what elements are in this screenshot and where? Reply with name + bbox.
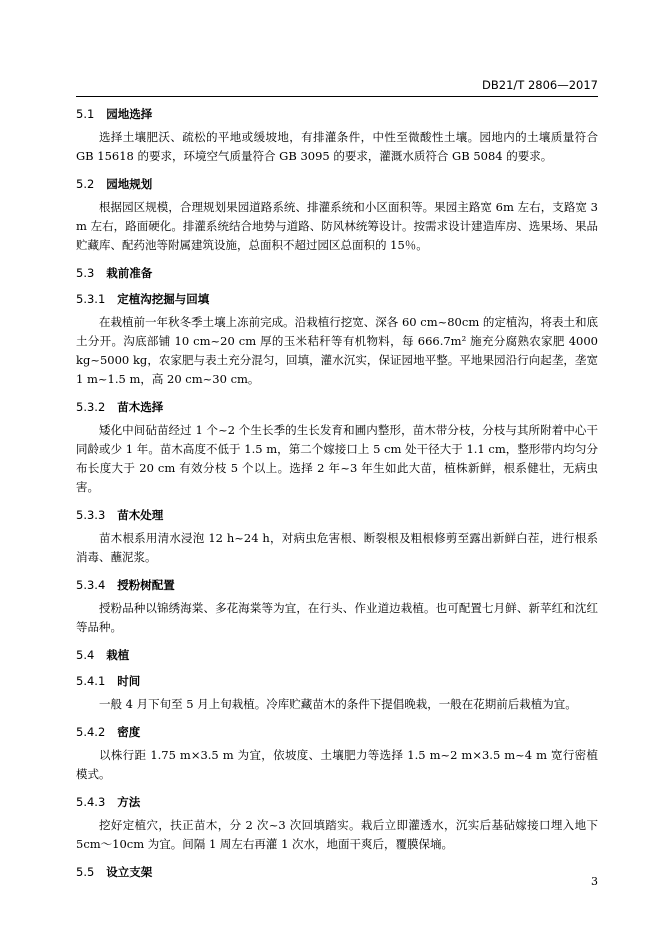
section-number: 5.2 — [76, 177, 95, 191]
section-title: 授粉树配置 — [117, 578, 175, 592]
section-number: 5.4.2 — [76, 725, 106, 739]
section-title: 苗木处理 — [117, 508, 164, 522]
document-code: DB21/T 2806—2017 — [482, 78, 598, 92]
section-number: 5.3.2 — [76, 400, 106, 414]
section-5-4-1 — [76, 673, 598, 714]
section-paragraph: 授粉品种以锦绣海棠、多花海棠等为宜，在行头、作业道边栽植。也可配置七月鲜、新苹红和沈红等品种。 — [76, 601, 598, 634]
header-rule — [76, 96, 598, 97]
section-title: 苗木选择 — [117, 400, 164, 414]
section-number: 5.4 — [76, 648, 95, 662]
section-heading — [76, 794, 598, 810]
section-title: 栽植 — [106, 648, 130, 662]
section-5-4 — [76, 647, 598, 663]
section-paragraph: 选择土壤肥沃、疏松的平地或缓坡地，有排灌条件，中性至微酸性土壤。园地内的土壤质量符合 GB 15618 的要求，环境空气质量符合 GB 3095 的要求，灌溉水质符合 GB 5084 的要求。 — [76, 130, 598, 163]
section-heading — [76, 673, 598, 689]
section-5-3-2 — [76, 399, 598, 497]
section-title: 时间 — [117, 674, 141, 688]
section-paragraph: 根据园区规模，合理规划果园道路系统、排灌系统和小区面积等。果园主路宽 6m 左右，支路宽 3 m 左右，路面硬化。排灌系统结合地势与道路、防风林统筹设计。按需求设计建造库房、选果场、果品贮藏库、配药池等附属建筑设施，总面积不超过园区总面积的 15％。 — [76, 200, 598, 252]
section-number: 5.4.1 — [76, 674, 106, 688]
section-paragraph: 挖好定植穴，扶正苗木，分 2 次~3 次回填踏实。栽后立即灌透水，沉实后基砧嫁接口埋入地下 5cm～10cm 为宜。间隔 1 周左右再灌 1 次水，地面干爽后，覆膜保墒。 — [76, 818, 598, 851]
section-number: 5.4.3 — [76, 795, 106, 809]
section-number: 5.3 — [76, 266, 95, 280]
section-heading — [76, 864, 598, 880]
document-body — [76, 106, 598, 890]
section-heading — [76, 724, 598, 740]
section-number: 5.1 — [76, 107, 95, 121]
section-title: 园地规划 — [106, 177, 153, 191]
section-title: 栽前准备 — [106, 266, 153, 280]
section-title: 密度 — [117, 725, 141, 739]
section-heading — [76, 647, 598, 663]
section-5-2 — [76, 176, 598, 255]
section-title: 方法 — [117, 795, 141, 809]
section-5-3-4 — [76, 577, 598, 637]
section-paragraph: 一般 4 月下旬至 5 月上旬栽植。冷库贮藏苗木的条件下提倡晚栽，一般在花期前后栽植为宜。 — [99, 697, 577, 711]
section-5-3 — [76, 265, 598, 281]
section-heading — [76, 106, 598, 122]
section-paragraph: 矮化中间砧苗经过 1 个~2 个生长季的生长发育和圃内整形，苗木带分枝，分枝与其所附着中心干同龄或少 1 年。苗木高度不低于 1.5 m，第二个嫁接口上 5 cm 处干径大于 1.1 cm，整形带内均匀分布长度大于 20 cm 有效分枝 5 个以上。选择 2 年~3 年生如此大苗，植株新鲜，根系健壮，无病虫害。 — [76, 423, 598, 494]
section-heading — [76, 291, 598, 307]
section-number: 5.3.1 — [76, 292, 106, 306]
section-title: 设立支架 — [106, 865, 153, 879]
section-5-1 — [76, 106, 598, 166]
section-5-5 — [76, 864, 598, 880]
section-5-3-1 — [76, 291, 598, 389]
page-number: 3 — [591, 875, 598, 888]
section-number: 5.3.3 — [76, 508, 106, 522]
section-heading — [76, 577, 598, 593]
section-paragraph: 苗木根系用清水浸泡 12 h~24 h，对病虫危害根、断裂根及粗根修剪至露出新鲜白茬，进行根系消毒、蘸泥浆。 — [76, 531, 598, 564]
section-title: 园地选择 — [106, 107, 153, 121]
section-5-4-3 — [76, 794, 598, 854]
section-5-3-3 — [76, 507, 598, 567]
section-paragraph: 以株行距 1.75 m×3.5 m 为宜，依坡度、土壤肥力等选择 1.5 m~2 m×3.5 m~4 m 宽行密植模式。 — [76, 748, 598, 781]
section-number: 5.5 — [76, 865, 95, 879]
section-heading — [76, 507, 598, 523]
section-heading — [76, 176, 598, 192]
section-5-4-2 — [76, 724, 598, 784]
section-title: 定植沟挖掘与回填 — [117, 292, 210, 306]
section-heading — [76, 399, 598, 415]
section-heading — [76, 265, 598, 281]
section-number: 5.3.4 — [76, 578, 106, 592]
section-paragraph: 在栽植前一年秋冬季土壤上冻前完成。沿栽植行挖宽、深各 60 cm~80cm 的定植沟，将表土和底土分开。沟底部铺 10 cm~20 cm 厚的玉米秸秆等有机物料，每 666.7m² 施充分腐熟农家肥 4000 kg~5000 kg，农家肥与表土充分混匀，回填，灌水沉实，保证园地平整。平地果园沿行向起垄，垄宽 1 m~1.5 m，高 20 cm~30 cm。 — [76, 315, 598, 386]
